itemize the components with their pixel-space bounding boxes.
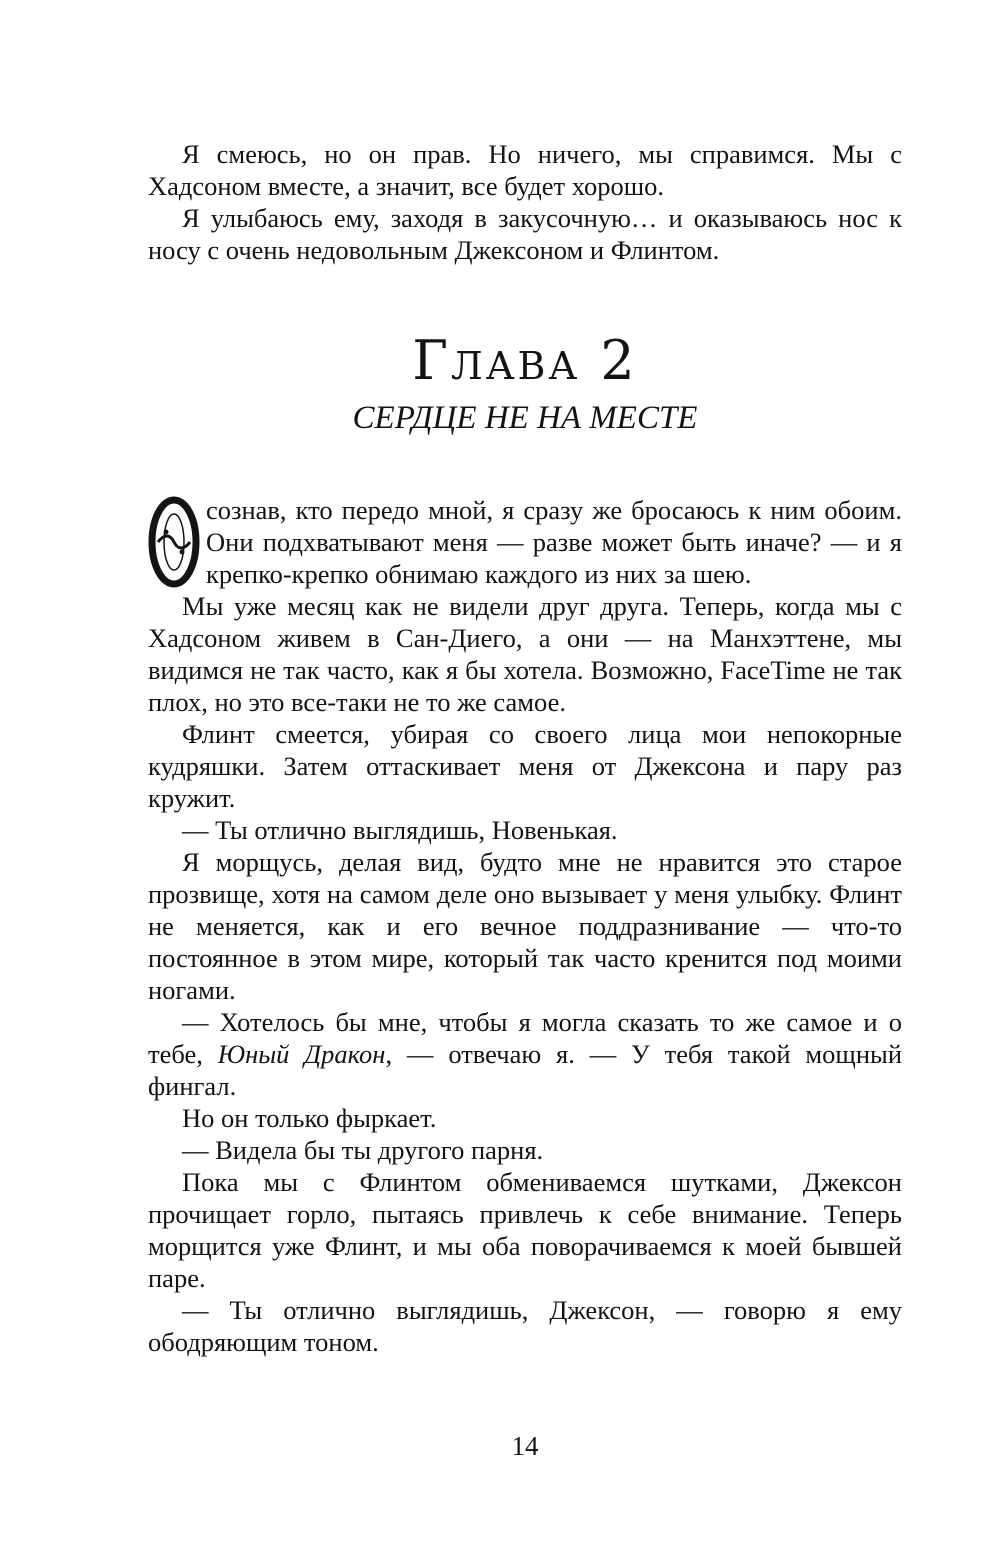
dropcap-rest: сознав, кто передо мной, я сразу же бросаюсь к ним обоим. Они подхватывают меня — разве может быть иначе? — и я крепко-крепко обнимаю каждого из них за шею. xyxy=(206,495,902,589)
chapter-title: Глава 2 xyxy=(412,329,638,392)
chapter-subtitle: СЕРДЦЕ НЕ НА МЕСТЕ xyxy=(352,400,698,436)
paragraph: — Ты отлично выглядишь, Джексон, — говорю я ему ободряющим тоном. xyxy=(148,1295,902,1357)
dragon-para-italic: Юный Дракон xyxy=(217,1039,386,1069)
paragraph: Флинт смеется, убирая со своего лица мои непокорные кудряшки. Затем оттаскивает меня от Джексона и пару раз кружит. xyxy=(148,719,902,813)
paragraph: Я смеюсь, но он прав. Но ничего, мы справимся. Мы с Хадсоном вместе, а значит, все будет хорошо. xyxy=(148,139,902,201)
paragraph: Я морщусь, делая вид, будто мне не нравится это старое прозвище, хотя на самом деле оно вызывает у меня улыбку. Флинт не меняется, как и его вечное поддразнивание — что-то постоянное в этом мире, который так часто кренится под моими ногами. xyxy=(148,847,902,1005)
paragraph: Но он только фыркает. xyxy=(182,1103,437,1133)
paragraph: Пока мы с Флинтом обмениваемся шутками, Джексон прочищает горло, пытаясь привлечь к себе внимание. Теперь морщится уже Флинт, и мы оба поворачиваемся к моей бывшей паре. xyxy=(148,1167,902,1293)
dropcap-letter xyxy=(148,496,200,588)
paragraph: — Ты отлично выглядишь, Новенькая. xyxy=(182,815,618,845)
dropcap-o-glyph xyxy=(148,496,200,588)
dragon-para-before: — Хотелось бы мне, чтобы я могла сказать то же самое и о тебе, xyxy=(148,1007,902,1069)
paragraph: Я улыбаюсь ему, заходя в закусочную… и оказываюсь нос к носу с очень недовольным Джексоном и Флинтом. xyxy=(148,203,902,265)
dragon-para-after: , — отвечаю я. — У тебя такой мощный фингал. xyxy=(148,1039,902,1101)
paragraph xyxy=(148,1006,902,1102)
paragraph: — Видела бы ты другого парня. xyxy=(182,1135,544,1165)
dropcap-paragraph xyxy=(148,494,902,590)
book-page xyxy=(148,0,902,1552)
paragraph: Мы уже месяц как не видели друг друга. Теперь, когда мы с Хадсоном живем в Сан-Диего, а они — на Манхэттене, мы видимся не так часто, как я бы хотела. Возможно, FaceTime не так плох, но это все-таки не то же самое. xyxy=(148,591,902,717)
page-number: 14 xyxy=(511,1431,539,1461)
